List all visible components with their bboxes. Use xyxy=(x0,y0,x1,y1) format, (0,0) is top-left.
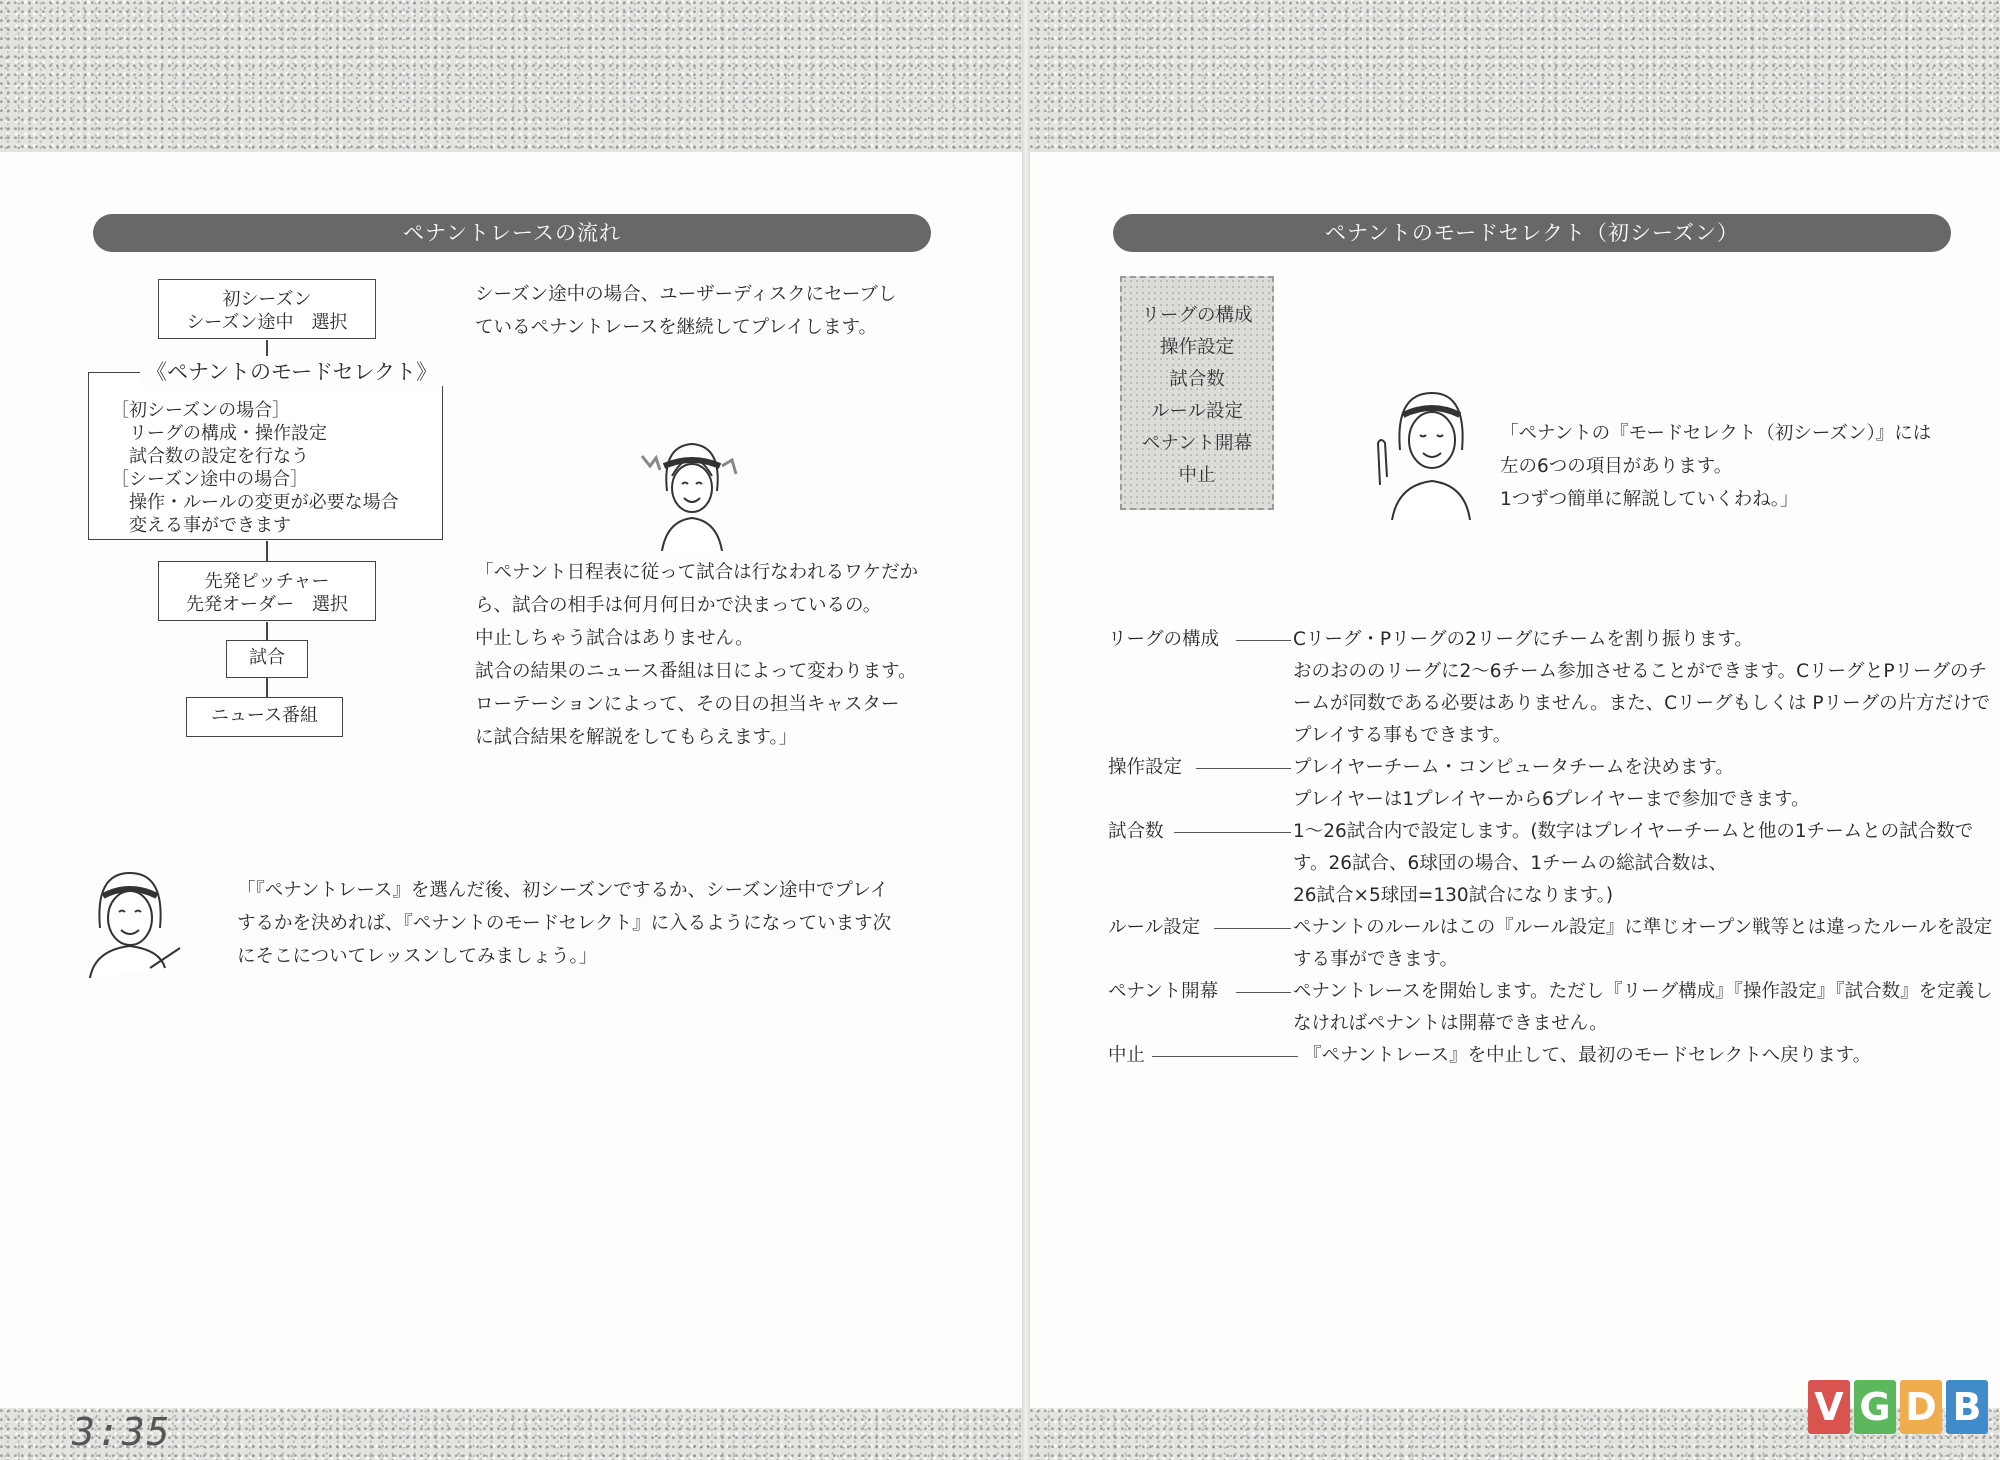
character-illustration xyxy=(1370,385,1480,520)
intro-text: シーズン途中の場合、ユーザーディスクにセーブし ているペナントレースを継続してプレイします。 xyxy=(475,284,897,338)
mode-item: 中止 xyxy=(1178,465,1216,486)
section-header: ペナントレースの流れ xyxy=(93,214,931,252)
mode-select-card xyxy=(1120,276,1274,510)
mode-item: 試合数 xyxy=(1169,369,1225,390)
definition-leader-line xyxy=(1174,832,1291,833)
definition-term: 試合数 xyxy=(1108,821,1164,842)
flow-connector xyxy=(266,622,268,640)
flow-mode-select-title: 《ペナントのモードセレクト》 xyxy=(140,356,443,386)
definition-row xyxy=(1108,752,1998,816)
book-gutter xyxy=(1022,0,1030,1460)
dialog-text: 「ペナント日程表に従って試合は行なわれるワケだか ら、試合の相手は何月何日かで決まっているの。 中止しちゃう試合はありません。 試合の結果のニュース番組は日によって変わります。 ローテーションによって、その日の担当キャスター に試合結果を解説をしてもらえます。」 xyxy=(475,562,919,748)
vgdb-watermark-logo xyxy=(1808,1380,1988,1434)
speckle-border-top xyxy=(1030,0,2000,152)
flow-box-line: 初シーズン xyxy=(222,289,312,310)
flow-mode-line: 変える事ができます xyxy=(111,515,291,536)
flow-mode-line: 操作・ルールの変更が必要な場合 xyxy=(111,492,399,513)
flow-connector xyxy=(266,677,268,697)
watermark-letter: B xyxy=(1946,1380,1988,1434)
definition-leader-line xyxy=(1236,640,1291,641)
speckle-border-top xyxy=(0,0,1022,152)
section-header: ペナントのモードセレクト（初シーズン） xyxy=(1113,214,1951,252)
definition-leader-line xyxy=(1236,992,1291,993)
definition-text: Cリーグ・Pリーグの2リーグにチームを割り振ります。 おのおののリーグに2〜6チーム参加させることができます。CリーグとPリーグのチームが同数である必要はありません。また、Cリーグもしくは Pリーグの片方だけでプレイする事もできます。 xyxy=(1293,629,1991,746)
definition-row xyxy=(1108,1040,1998,1080)
definition-term: 中止 xyxy=(1108,1045,1146,1066)
definition-text: プレイヤーチーム・コンピュータチームを決めます。 プレイヤーは1プレイヤーから6プレイヤーまで参加できます。 xyxy=(1293,757,1810,810)
watermark-letter: V xyxy=(1808,1380,1850,1434)
definition-term: ペナント開幕 xyxy=(1108,981,1219,1002)
character-illustration xyxy=(85,868,185,978)
flow-mode-line: 試合数の設定を行なう xyxy=(111,446,309,467)
mode-item: ペナント開幕 xyxy=(1141,433,1253,454)
definition-term: ルール設定 xyxy=(1108,917,1201,938)
watermark-letter: G xyxy=(1854,1380,1896,1434)
definition-row xyxy=(1108,976,1998,1040)
page-number: 3:35 xyxy=(72,1410,172,1454)
definition-row xyxy=(1108,912,1998,976)
definition-leader-line xyxy=(1196,768,1291,769)
flow-box-game: 試合 xyxy=(226,640,308,678)
flow-connector xyxy=(266,541,268,561)
flow-mode-line: リーグの構成・操作設定 xyxy=(111,423,327,444)
mode-item: ルール設定 xyxy=(1150,401,1244,422)
definition-term: 操作設定 xyxy=(1108,757,1183,778)
flow-box-season-select xyxy=(158,279,376,339)
flow-box-line: 先発ピッチャー xyxy=(204,571,330,592)
flow-box-news: ニュース番組 xyxy=(186,697,343,737)
definition-row xyxy=(1108,816,1998,912)
definition-text: ペナントレースを開始します。ただし『リーグ構成』『操作設定』『試合数』を定義しなければペナントは開幕できません。 xyxy=(1293,981,1993,1034)
flow-mode-line: ［初シーズンの場合］ xyxy=(111,400,291,421)
definition-text: 1〜26試合内で設定します。(数字はプレイヤーチームと他の1チームとの試合数です。26試合、6球団の場合、1チームの総試合数は、 26試合×5球団=130試合になります。) xyxy=(1293,821,1974,906)
character-illustration xyxy=(622,436,762,551)
dialog-text: 「『ペナントレース』を選んだ後、初シーズンでするか、シーズン途中でプレイ するかを決めれば、『ペナントのモードセレクト』に入るようになっています次 にそこについてレッスンしてみましょう。」 xyxy=(237,880,892,967)
flow-box-mode-select xyxy=(88,372,443,540)
definition-term: リーグの構成 xyxy=(1108,629,1220,650)
definition-text: 『ペナントレース』を中止して、最初のモードセレクトへ戻ります。 xyxy=(1303,1045,1872,1066)
flow-box-line: シーズン途中 選択 xyxy=(186,312,348,333)
definition-leader-line xyxy=(1152,1056,1298,1057)
definition-row xyxy=(1108,624,1998,752)
mode-item: リーグの構成 xyxy=(1141,305,1253,326)
flow-mode-line: ［シーズン途中の場合］ xyxy=(111,469,309,490)
definition-text: ペナントのルールはこの『ルール設定』に準じオープン戦等とは違ったルールを設定する事ができます。 xyxy=(1293,917,1993,970)
flow-box-starter-select xyxy=(158,561,376,621)
right-page xyxy=(1030,0,2000,1460)
dialog-text: 「ペナントの『モードセレクト（初シーズン）』には 左の6つの項目があります。 1つずつ簡単に解説していくわね。」 xyxy=(1500,423,1932,510)
definition-leader-line xyxy=(1214,928,1291,929)
watermark-letter: D xyxy=(1900,1380,1942,1434)
flow-box-line: 先発オーダー 選択 xyxy=(186,594,348,615)
mode-item: 操作設定 xyxy=(1159,337,1234,358)
